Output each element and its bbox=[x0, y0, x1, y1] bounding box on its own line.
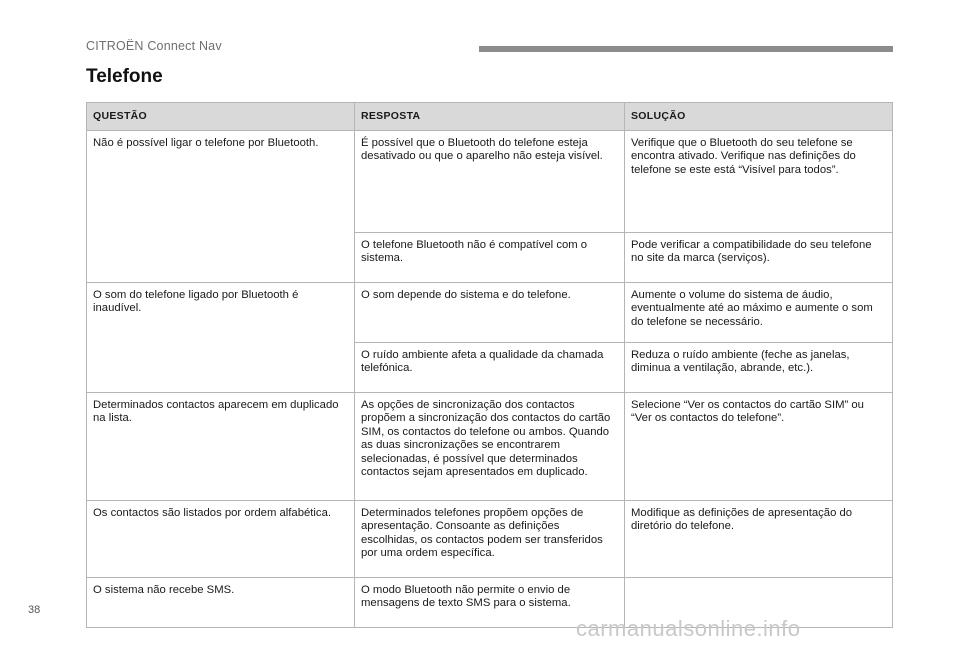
solution-cell: Verifique que o Bluetooth do seu telefone se encontra ativado. Verifique nas definições do telefone se este está “Visível para todos”. bbox=[625, 131, 893, 233]
answer-cell: O ruído ambiente afeta a qualidade da chamada telefónica. bbox=[355, 343, 625, 393]
table-row bbox=[87, 283, 893, 343]
question-cell: O som do telefone ligado por Bluetooth é inaudível. bbox=[87, 283, 355, 393]
troubleshooting-table bbox=[86, 102, 893, 628]
table-row bbox=[87, 131, 893, 233]
watermark-text: carmanualsonline.info bbox=[576, 616, 801, 641]
manual-header-title: CITROËN Connect Nav bbox=[86, 39, 222, 53]
solution-cell: Reduza o ruído ambiente (feche as janelas, diminua a ventilação, abrande, etc.). bbox=[625, 343, 893, 393]
solution-cell: Modifique as definições de apresentação do diretório do telefone. bbox=[625, 501, 893, 578]
table-header-row bbox=[87, 103, 893, 131]
answer-cell: É possível que o Bluetooth do telefone esteja desativado ou que o aparelho não esteja visível. bbox=[355, 131, 625, 233]
answer-cell: Determinados telefones propõem opções de apresentação. Consoante as definições escolhidas, os contactos podem ser transferidos por uma ordem específica. bbox=[355, 501, 625, 578]
column-header-solucao: SOLUÇÃO bbox=[625, 103, 893, 131]
question-cell: Determinados contactos aparecem em duplicado na lista. bbox=[87, 393, 355, 501]
solution-cell: Aumente o volume do sistema de áudio, eventualmente até ao máximo e aumente o som do telefone se necessário. bbox=[625, 283, 893, 343]
page-number: 38 bbox=[28, 604, 41, 616]
answer-cell: O som depende do sistema e do telefone. bbox=[355, 283, 625, 343]
question-cell: Os contactos são listados por ordem alfabética. bbox=[87, 501, 355, 578]
solution-cell: Selecione “Ver os contactos do cartão SIM” ou “Ver os contactos do telefone”. bbox=[625, 393, 893, 501]
column-header-questao: QUESTÃO bbox=[87, 103, 355, 131]
solution-cell: Pode verificar a compatibilidade do seu telefone no site da marca (serviços). bbox=[625, 233, 893, 283]
answer-cell: O modo Bluetooth não permite o envio de mensagens de texto SMS para o sistema. bbox=[355, 578, 625, 628]
answer-cell: As opções de sincronização dos contactos propõem a sincronização dos contactos do cartão SIM, os contactos do telefone ou ambos. Quando as duas sincronizações se encontrarem selecionadas, é possível que determinados contactos sejam apresentados em duplicado. bbox=[355, 393, 625, 501]
table-row bbox=[87, 393, 893, 501]
answer-cell: O telefone Bluetooth não é compatível com o sistema. bbox=[355, 233, 625, 283]
table-row bbox=[87, 501, 893, 578]
question-cell: O sistema não recebe SMS. bbox=[87, 578, 355, 628]
header-bar bbox=[479, 46, 893, 52]
column-header-resposta: RESPOSTA bbox=[355, 103, 625, 131]
question-cell: Não é possível ligar o telefone por Bluetooth. bbox=[87, 131, 355, 283]
page-title: Telefone bbox=[86, 66, 163, 87]
